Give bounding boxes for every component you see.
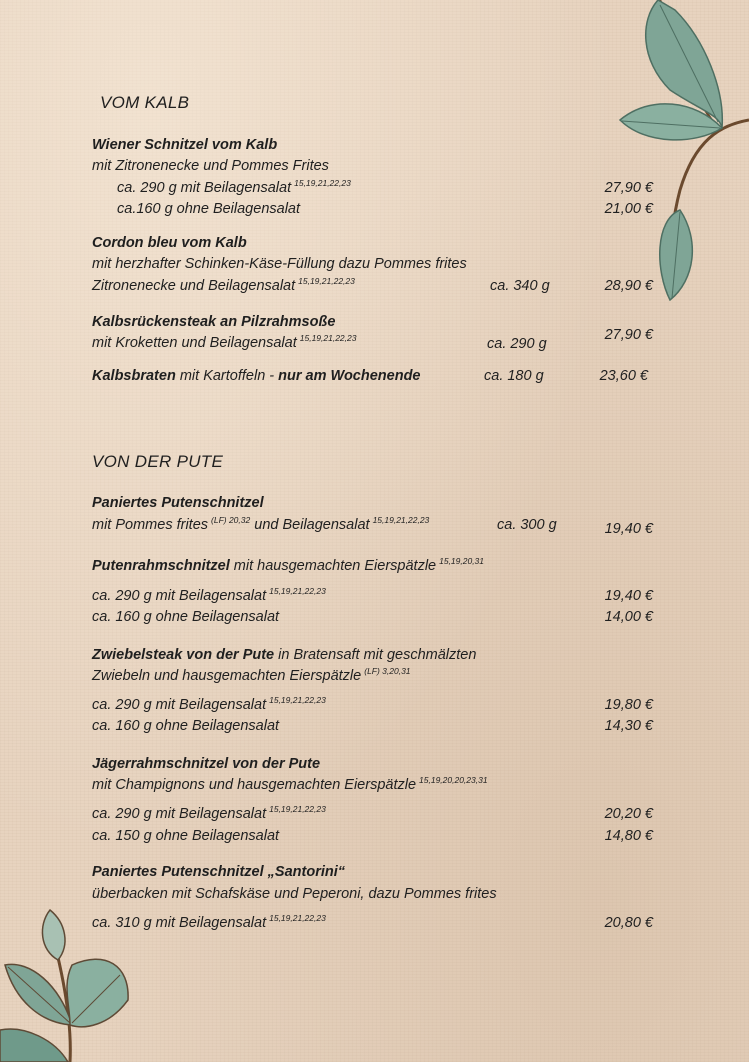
price-zwiebel-2: 14,30 € [604, 718, 653, 734]
allergen-codes: 15,19,21,22,23 [269, 586, 326, 596]
dish-line-braten [92, 367, 421, 385]
dish-desc-cordon-2 [92, 277, 355, 295]
dish-desc-ruecken [92, 334, 356, 352]
price-wiener-2: 21,00 € [604, 201, 653, 217]
dish-desc-paniert [92, 516, 429, 534]
dish-option-zwiebel-1 [92, 696, 326, 714]
dish-desc-cordon-1: mit herzhafter Schinken-Käse-Füllung dazu Pommes frites [92, 256, 467, 272]
dish-desc-jaeger [92, 776, 488, 794]
section-title-kalb: VOM KALB [100, 93, 190, 112]
dish-name-zwiebel: Zwiebelsteak von der Pute [92, 647, 275, 663]
allergen-codes: 15,19,20,31 [439, 556, 485, 566]
dish-desc-zwiebel-2 [92, 667, 411, 685]
allergen-codes: 15,19,21,22,23 [269, 804, 326, 814]
price-wiener-1: 27,90 € [604, 180, 653, 196]
dish-name-jaeger: Jägerrahmschnitzel von der Pute [92, 756, 321, 772]
price-zwiebel-1: 19,80 € [604, 697, 653, 713]
option-label: ca. 290 g mit Beilagensalat [92, 697, 267, 713]
allergen-codes: 15,19,21,22,23 [372, 515, 430, 525]
option-label: ca. 310 g mit Beilagensalat [92, 915, 267, 931]
allergen-codes: 15,19,21,22,23 [269, 695, 326, 705]
desc-text: und Beilagensalat [254, 517, 370, 533]
dish-name-paniert: Paniertes Putenschnitzel [92, 495, 264, 511]
desc-text: mit Pommes frites [92, 517, 209, 533]
allergen-codes: (LF) 3,20,31 [364, 666, 411, 676]
desc-text: Zwiebeln und hausgemachten Eierspätzle [92, 668, 362, 684]
option-label: ca. 290 g mit Beilagensalat [117, 180, 292, 196]
desc-text: mit Kroketten und Beilagensalat [92, 335, 297, 351]
dish-option-wiener-1 [117, 179, 351, 197]
allergen-codes: 15,19,21,22,23 [269, 913, 326, 923]
price-jaeger-2: 14,80 € [604, 828, 653, 844]
dish-desc-zwiebel-1: in Bratensaft mit geschmälzten [274, 647, 477, 663]
price-ruecken: 27,90 € [604, 327, 653, 343]
price-cordon: 28,90 € [604, 278, 653, 294]
section-title-pute: VON DER PUTE [92, 452, 224, 471]
price-rahm-2: 14,00 € [604, 609, 653, 625]
dish-name-braten: Kalbsbraten [92, 368, 176, 384]
dish-name-wiener: Wiener Schnitzel vom Kalb [92, 137, 278, 153]
dish-name-cordon: Cordon bleu vom Kalb [92, 235, 247, 251]
dish-line-zwiebel [92, 646, 476, 664]
dish-desc-santorini: überbacken mit Schafskäse und Peperoni, dazu Pommes frites [92, 886, 497, 902]
allergen-codes: 15,19,21,22,23 [298, 276, 355, 286]
price-paniert: 19,40 € [604, 521, 653, 537]
price-braten: 23,60 € [599, 368, 648, 384]
allergen-codes: 15,19,21,22,23 [299, 333, 357, 343]
dish-name-santorini: Paniertes Putenschnitzel „Santorini“ [92, 864, 345, 880]
option-label: ca. 290 g mit Beilagensalat [92, 806, 267, 822]
dish-option-rahm-2: ca. 160 g ohne Beilagensalat [92, 609, 280, 625]
dish-name-ruecken: Kalbsrückensteak an Pilzrahmsoße [92, 314, 336, 330]
weight-cordon: ca. 340 g [490, 278, 550, 294]
allergen-codes: 15,19,21,22,23 [294, 178, 351, 188]
desc-text: mit Champignons und hausgemachten Eierspätzle [92, 777, 417, 793]
dish-line-rahm [92, 557, 484, 575]
dish-option-zwiebel-2: ca. 160 g ohne Beilagensalat [92, 718, 280, 734]
price-jaeger-1: 20,20 € [604, 806, 653, 822]
allergen-codes: 15,19,20,20,23,31 [419, 775, 488, 785]
weight-braten: ca. 180 g [484, 368, 544, 384]
dish-option-santorini-1 [92, 914, 326, 932]
dish-option-wiener-2: ca.160 g ohne Beilagensalat [117, 201, 301, 217]
dish-option-jaeger-2: ca. 150 g ohne Beilagensalat [92, 828, 280, 844]
price-santorini-1: 20,80 € [604, 915, 653, 931]
price-rahm-1: 19,40 € [604, 588, 653, 604]
dish-option-rahm-1 [92, 587, 326, 605]
dish-desc-rahm: mit hausgemachten Eierspätzle [229, 558, 437, 574]
dish-option-jaeger-1 [92, 805, 326, 823]
option-label: ca. 290 g mit Beilagensalat [92, 588, 267, 604]
desc-text: Zitronenecke und Beilagensalat [92, 278, 296, 294]
dish-desc-wiener: mit Zitronenecke und Pommes Frites [92, 158, 329, 174]
dish-desc-braten: mit Kartoffeln - [175, 368, 279, 384]
weight-paniert: ca. 300 g [497, 517, 557, 533]
weight-ruecken: ca. 290 g [487, 336, 547, 352]
allergen-codes: (LF) 20,32 [211, 515, 251, 525]
dish-name-rahm: Putenrahmschnitzel [92, 558, 230, 574]
dish-note-braten: nur am Wochenende [278, 368, 421, 384]
